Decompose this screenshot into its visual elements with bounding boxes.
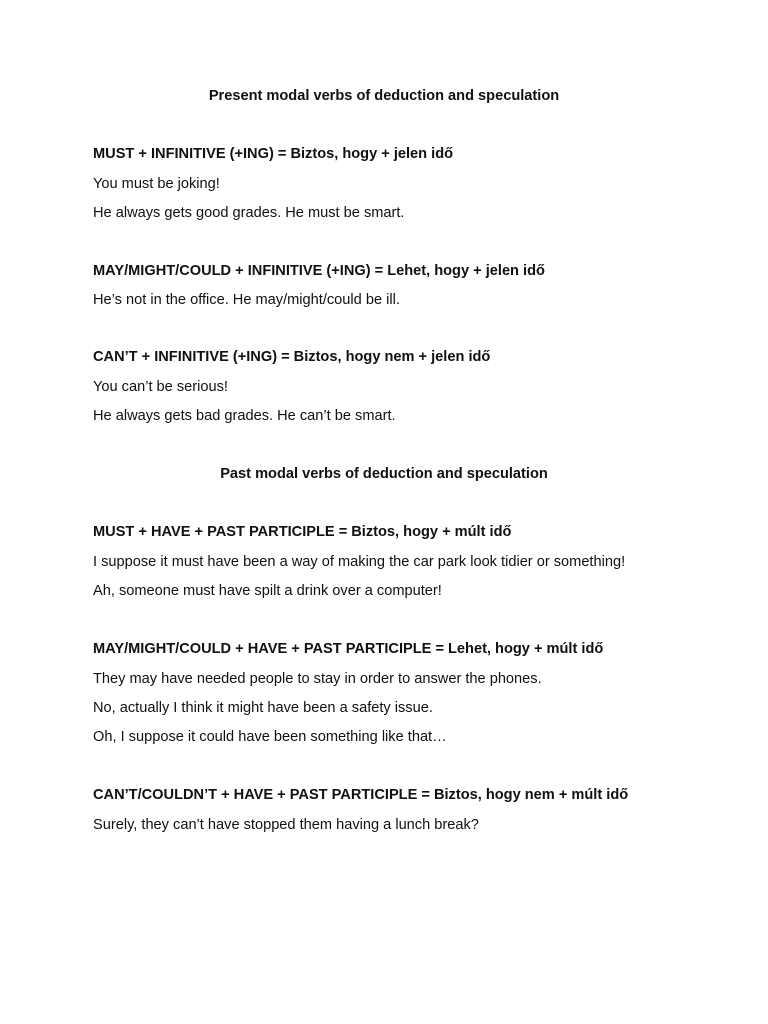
past-must-rule: MUST + HAVE + PAST PARTICIPLE = Biztos, hogy + múlt idő bbox=[93, 524, 512, 540]
past-must-example-2: Ah, someone must have spilt a drink over a computer! bbox=[93, 583, 442, 599]
present-cant-example-1: You can’t be serious! bbox=[93, 379, 228, 395]
present-must-example-1: You must be joking! bbox=[93, 176, 220, 192]
past-may-rule: MAY/MIGHT/COULD + HAVE + PAST PARTICIPLE = Lehet, hogy + múlt idő bbox=[93, 641, 604, 657]
past-heading: Past modal verbs of deduction and speculation bbox=[220, 466, 548, 482]
present-may-rule: MAY/MIGHT/COULD + INFINITIVE (+ING) = Lehet, hogy + jelen idő bbox=[93, 263, 545, 279]
present-cant-example-2: He always gets bad grades. He can’t be smart. bbox=[93, 408, 396, 424]
past-may-example-3: Oh, I suppose it could have been something like that… bbox=[93, 729, 447, 745]
past-may-example-1: They may have needed people to stay in order to answer the phones. bbox=[93, 671, 542, 687]
present-must-rule: MUST + INFINITIVE (+ING) = Biztos, hogy + jelen idő bbox=[93, 146, 454, 162]
past-must-example-1: I suppose it must have been a way of making the car park look tidier or something! bbox=[93, 554, 626, 570]
present-must-example-2: He always gets good grades. He must be smart. bbox=[93, 205, 405, 221]
present-heading: Present modal verbs of deduction and speculation bbox=[208, 88, 560, 104]
past-cant-rule: CAN’T/COULDN’T + HAVE + PAST PARTICIPLE = Biztos, hogy nem + múlt idő bbox=[93, 787, 629, 803]
past-may-example-2: No, actually I think it might have been a safety issue. bbox=[93, 700, 433, 716]
present-may-example-1: He’s not in the office. He may/might/could be ill. bbox=[93, 292, 400, 308]
past-cant-example-1: Surely, they can’t have stopped them having a lunch break? bbox=[93, 817, 479, 833]
present-cant-rule: CAN’T + INFINITIVE (+ING) = Biztos, hogy nem + jelen idő bbox=[93, 349, 491, 365]
